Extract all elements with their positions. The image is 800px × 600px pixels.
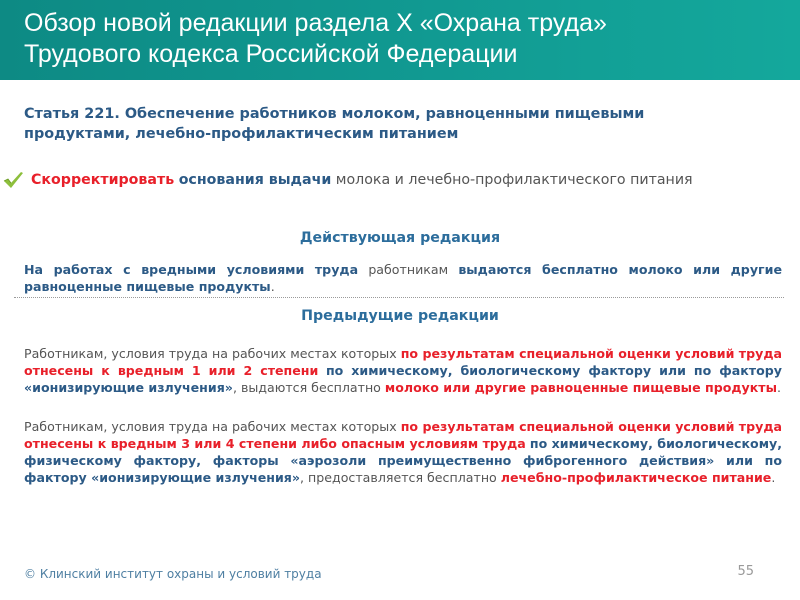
prev1-text-5: , выдаются бесплатно: [232, 380, 385, 395]
current-text-part4: .: [270, 279, 275, 294]
current-edition-text: [24, 261, 782, 295]
correction-verb: Скорректировать: [31, 172, 175, 188]
prev2-text-4: по химическому, биологическому, физическому фактору, факторы «аэрозоли преимущественно фиброгенного действия» или по фактору «ионизирующие излучения»: [24, 436, 782, 485]
footer-copyright: © Клинский институт охраны и условий труда: [24, 567, 322, 581]
prev2-text-6: лечебно-профилактическое питание: [500, 470, 772, 485]
article-title-line2: продуктами, лечебно-профилактическим питанием: [24, 126, 459, 142]
correction-statement: [31, 170, 791, 190]
slide-title-line2: Трудового кодекса Российской Федерации: [24, 40, 518, 68]
prev1-text-1: Работникам, условия труда на рабочих местах которых: [24, 346, 401, 361]
article-title-line1: Статья 221. Обеспечение работников молоком, равноценными пищевыми: [24, 106, 645, 122]
section-divider: [14, 297, 784, 298]
prev1-text-6: молоко или другие равноценные пищевые продукты: [384, 380, 777, 395]
article-title: [24, 104, 784, 144]
slide-header: [0, 0, 800, 80]
prev1-text-3: [318, 363, 326, 378]
current-text-part1: На работах с вредными условиями труда: [24, 262, 359, 277]
correction-subject: основания выдачи: [178, 172, 332, 188]
page-number: 55: [737, 564, 754, 579]
prev2-text-7: .: [771, 470, 776, 485]
prev2-text-2: по результатам специальной оценки условий труда отнесены к вредным 3 или 4 степени либо опасным условиям труда: [24, 419, 782, 451]
prev1-text-7: .: [776, 380, 781, 395]
prev1-text-4: по химическому, биологическому фактору или по фактору «ионизирующие излучения»: [24, 363, 782, 395]
previous-edition-paragraph-2: [24, 418, 782, 486]
prev2-text-5: , предоставляется бесплатно: [300, 470, 501, 485]
prev2-text-1: Работникам, условия труда на рабочих местах которых: [24, 419, 401, 434]
prev1-text-2: по результатам специальной оценки условий труда отнесены к вредным 1 или 2 степени: [24, 346, 782, 378]
current-edition-heading: Действующая редакция: [299, 230, 501, 246]
current-text-part3: выдаются бесплатно молоко или другие равноценные пищевые продукты: [24, 262, 782, 294]
previous-edition-paragraph-1: [24, 345, 782, 396]
previous-editions-heading: Предыдущие редакции: [301, 308, 499, 324]
slide-title-line1: Обзор новой редакции раздела X «Охрана труда»: [24, 9, 607, 37]
slide-title: [24, 8, 784, 70]
correction-rest: молока и лечебно-профилактического питания: [335, 172, 693, 188]
check-icon: [2, 170, 24, 190]
current-text-part2: работникам: [368, 262, 449, 277]
